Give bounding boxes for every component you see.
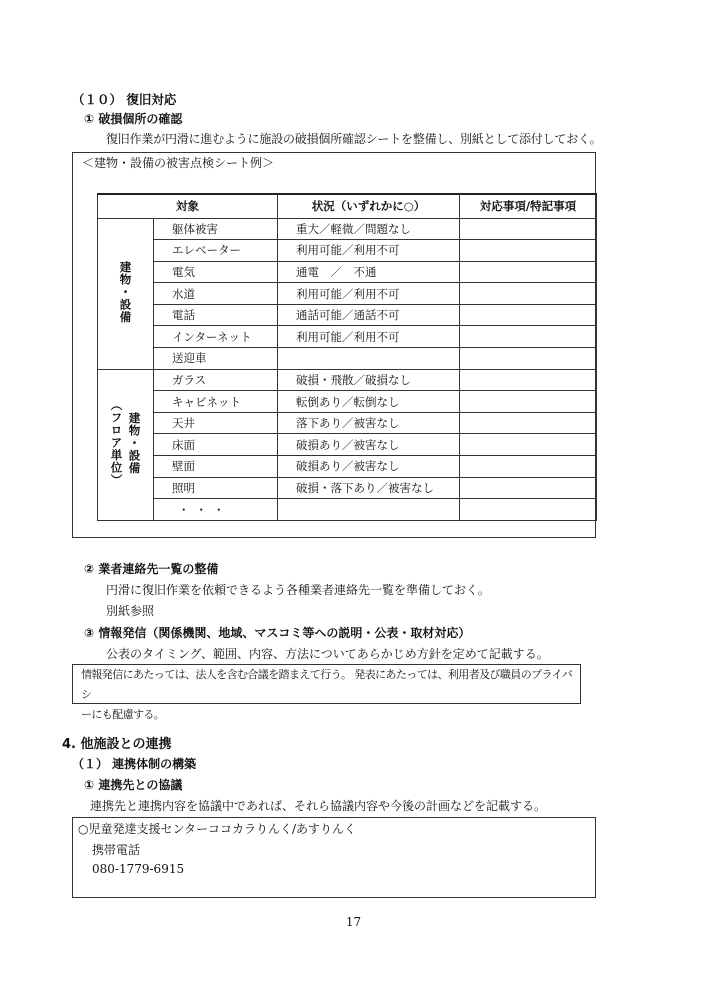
header-response: 対応事項/特記事項 (460, 194, 597, 218)
info-policy-box (72, 664, 581, 721)
row-response (460, 348, 597, 370)
row-status: 落下あり／被害なし (278, 412, 460, 434)
table-row (98, 304, 597, 326)
group1-label-cell (98, 218, 154, 369)
row-target: ・・・ (154, 499, 278, 521)
row-response (460, 369, 597, 391)
row-status: 破損・飛散／破損なし (278, 369, 460, 391)
row-target: 水道 (154, 283, 278, 305)
row-response (460, 261, 597, 283)
row-response (460, 326, 597, 348)
item3-text: 公表のタイミング、範囲、内容、方法についてあらかじめ方針を定めて記載する。 (106, 647, 549, 661)
row-target: インターネット (154, 326, 278, 348)
row-status: 転倒あり／転倒なし (278, 391, 460, 413)
item3-title: ③ 情報発信（関係機関、地域、マスコミ等への説明・公表・取材対応） (84, 626, 471, 640)
table-row (98, 218, 597, 240)
table-row (98, 412, 597, 434)
item2-title: ② 業者連絡先一覧の整備 (84, 562, 219, 576)
row-target: キャビネット (154, 391, 278, 413)
row-status: 通話可能／通話不可 (278, 304, 460, 326)
row-response (460, 304, 597, 326)
page-number: 17 (345, 915, 362, 929)
row-target: 天井 (154, 412, 278, 434)
row-status: 破損・落下あり／被害なし (278, 477, 460, 499)
group2-label-sub: （フロア単位） (109, 399, 124, 487)
table-header-row (98, 194, 597, 218)
group2-label-cell (98, 369, 154, 520)
row-status: 利用可能／利用不可 (278, 326, 460, 348)
row-response (460, 412, 597, 434)
item2-note: 別紙参照 (106, 604, 155, 618)
section-4-item1-title: ① 連携先との協議 (84, 778, 183, 792)
row-target: エレベーター (154, 240, 278, 262)
info-policy-line2: ーにも配慮する。 (81, 708, 165, 721)
damage-sheet-caption: ＜建物・設備の被害点検シート例＞ (82, 156, 275, 170)
header-target: 対象 (98, 194, 278, 218)
row-target: 送迎車 (154, 348, 278, 370)
row-response (460, 218, 597, 240)
row-status: 重大／軽微／問題なし (278, 218, 460, 240)
row-target: 躯体被害 (154, 218, 278, 240)
table-row (98, 499, 597, 521)
partner-phone-number: 080-1779-6915 (92, 862, 185, 876)
row-status: 通電 ／ 不通 (278, 261, 460, 283)
row-response (460, 391, 597, 413)
row-response (460, 456, 597, 478)
row-response (460, 283, 597, 305)
item1-title: ① 破損個所の確認 (84, 112, 183, 126)
table-row (98, 240, 597, 262)
row-response (460, 434, 597, 456)
section-4-item1-text: 連携先と連携内容を協議中であれば、それら協議内容や今後の計画などを記載する。 (90, 799, 547, 813)
table-row (98, 283, 597, 305)
section-4-sub1: （１） 連携体制の構築 (72, 757, 197, 771)
row-status: 利用可能／利用不可 (278, 283, 460, 305)
row-response (460, 499, 597, 521)
row-target: 床面 (154, 434, 278, 456)
row-target: 電気 (154, 261, 278, 283)
row-status: 利用可能／利用不可 (278, 240, 460, 262)
partner-name: ○児童発達支援センターココカラりんく/あすりんく (78, 822, 357, 836)
table-row (98, 434, 597, 456)
row-status (278, 348, 460, 370)
table-row (98, 391, 597, 413)
row-status (278, 499, 460, 521)
damage-check-table (97, 193, 597, 521)
group1-label: 建物・設備 (118, 260, 133, 324)
table-row (98, 261, 597, 283)
row-target: ガラス (154, 369, 278, 391)
row-target: 照明 (154, 477, 278, 499)
row-target: 電話 (154, 304, 278, 326)
partner-phone-label: 携帯電話 (92, 843, 141, 857)
item2-text: 円滑に復旧作業を依頼できるよう各種業者連絡先一覧を準備しておく。 (106, 583, 490, 597)
row-target: 壁面 (154, 456, 278, 478)
header-status: 状況（いずれかに○） (278, 194, 460, 218)
item1-text: 復旧作業が円滑に進むように施設の破損個所確認シートを整備し、別紙として添付しておく。 (106, 132, 602, 146)
table-row (98, 456, 597, 478)
row-response (460, 477, 597, 499)
row-status: 破損あり／被害なし (278, 456, 460, 478)
section-10-heading: （１０） 復旧対応 (72, 92, 177, 107)
row-response (460, 240, 597, 262)
table-row (98, 369, 597, 391)
section-4-heading: 4. 他施設との連携 (62, 737, 172, 752)
table-row (98, 477, 597, 499)
table-row (98, 348, 597, 370)
group2-label-main: 建物・設備 (127, 411, 142, 475)
table-row (98, 326, 597, 348)
info-policy-line1: 情報発信にあたっては、法人を含む合議を踏まえて行う。 発表にあたっては、利用者及び職員のプライバシ (81, 668, 573, 701)
row-status: 破損あり／被害なし (278, 434, 460, 456)
